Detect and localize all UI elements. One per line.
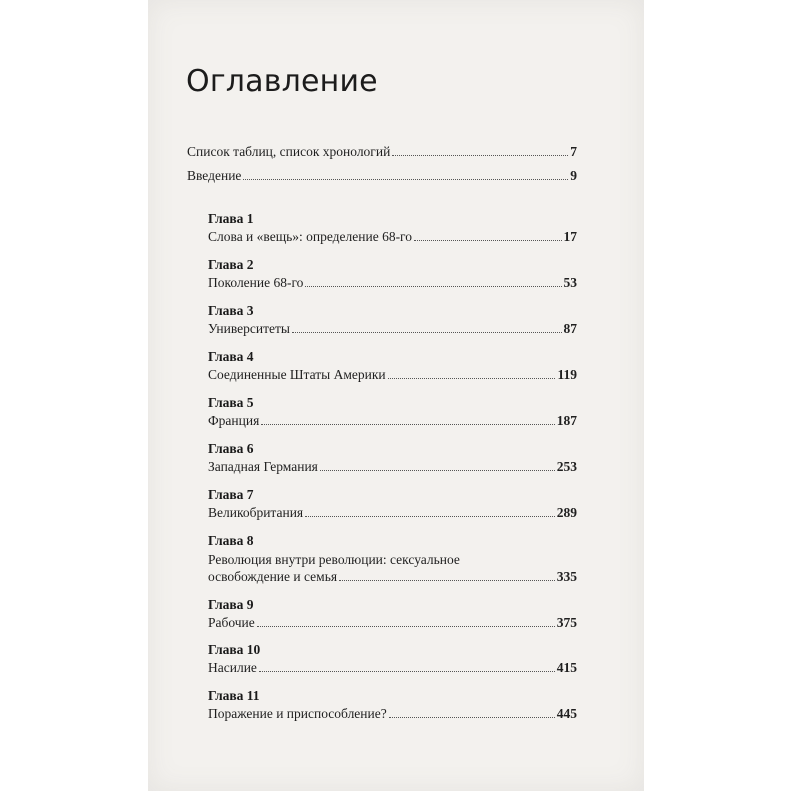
- toc-entry-title: Великобритания: [208, 505, 304, 520]
- toc-entry-chapter-6[interactable]: [208, 440, 577, 475]
- toc-entry-title: Соединенные Штаты Америки: [208, 367, 386, 382]
- toc-entry-page: 119: [557, 367, 577, 382]
- chapter-label: Глава 1: [208, 211, 254, 226]
- dot-leader: [292, 332, 562, 333]
- dot-leader: [339, 580, 555, 581]
- page-title: Оглавление: [186, 64, 378, 99]
- dot-leader: [414, 240, 561, 241]
- toc-entry-page: 53: [563, 275, 577, 290]
- dot-leader: [261, 424, 554, 425]
- toc-entry-chapter-10[interactable]: [208, 641, 577, 676]
- dot-leader: [320, 470, 555, 471]
- chapter-label: Глава 3: [208, 303, 254, 318]
- toc-entry-title: Университеты: [208, 321, 290, 336]
- toc-entry-chapter-8[interactable]: [208, 532, 577, 585]
- chapter-label: Глава 9: [208, 597, 254, 612]
- toc-entry-chapter-5[interactable]: [208, 394, 577, 429]
- toc-entry-page: 17: [563, 229, 577, 244]
- chapter-label: Глава 5: [208, 395, 254, 410]
- chapter-label: Глава 4: [208, 349, 254, 364]
- toc-entry-title: освобождение и семья: [208, 569, 338, 584]
- toc-entry-page: 375: [556, 615, 577, 630]
- toc-entry-title: Франция: [208, 413, 260, 428]
- chapter-label: Глава 11: [208, 688, 260, 703]
- toc-entry-chapter-9[interactable]: [208, 596, 577, 631]
- toc-entry-chapter-11[interactable]: [208, 687, 577, 722]
- dot-leader: [243, 179, 568, 180]
- toc-entry-title: Введение: [187, 168, 242, 183]
- dot-leader: [392, 155, 568, 156]
- toc-entry-title: Список таблиц, список хронологий: [187, 144, 391, 159]
- toc-entry-chapter-2[interactable]: [208, 256, 577, 291]
- toc-entry-chapter-1[interactable]: [208, 210, 577, 245]
- toc-entry-page: 9: [570, 168, 577, 183]
- toc-entry-tables-list[interactable]: [187, 144, 577, 160]
- toc-entry-page: 415: [556, 660, 577, 675]
- chapter-label: Глава 2: [208, 257, 254, 272]
- dot-leader: [305, 286, 561, 287]
- toc-entry-chapter-3[interactable]: [208, 302, 577, 337]
- toc-entry-page: 335: [556, 569, 577, 584]
- toc-entry-title: Слова и «вещь»: определение 68-го: [208, 229, 413, 244]
- toc-entry-title: Поражение и приспособление?: [208, 706, 387, 721]
- toc-entry-page: 7: [570, 144, 577, 159]
- toc-entry-title: Поколение 68-го: [208, 275, 304, 290]
- toc-entry-title-line: Революция внутри революции: сексуальное: [208, 552, 460, 567]
- toc-entry-page: 187: [556, 413, 577, 428]
- chapter-label: Глава 10: [208, 642, 261, 657]
- dot-leader: [389, 717, 555, 718]
- dot-leader: [305, 516, 555, 517]
- dot-leader: [257, 626, 555, 627]
- dot-leader: [259, 671, 555, 672]
- chapter-label: Глава 8: [208, 533, 254, 548]
- toc-entry-chapter-7[interactable]: [208, 486, 577, 521]
- toc-entry-page: 445: [556, 706, 577, 721]
- chapter-label: Глава 6: [208, 441, 254, 456]
- toc-entry-page: 253: [556, 459, 577, 474]
- toc-entry-introduction[interactable]: [187, 168, 577, 184]
- chapter-label: Глава 7: [208, 487, 254, 502]
- toc-entry-title: Рабочие: [208, 615, 255, 630]
- toc-entry-title: Насилие: [208, 660, 257, 675]
- toc-entry-page: 289: [556, 505, 577, 520]
- toc-entry-page: 87: [563, 321, 577, 336]
- dot-leader: [388, 378, 556, 379]
- toc-entry-chapter-4[interactable]: [208, 348, 577, 383]
- toc-entry-title: Западная Германия: [208, 459, 318, 474]
